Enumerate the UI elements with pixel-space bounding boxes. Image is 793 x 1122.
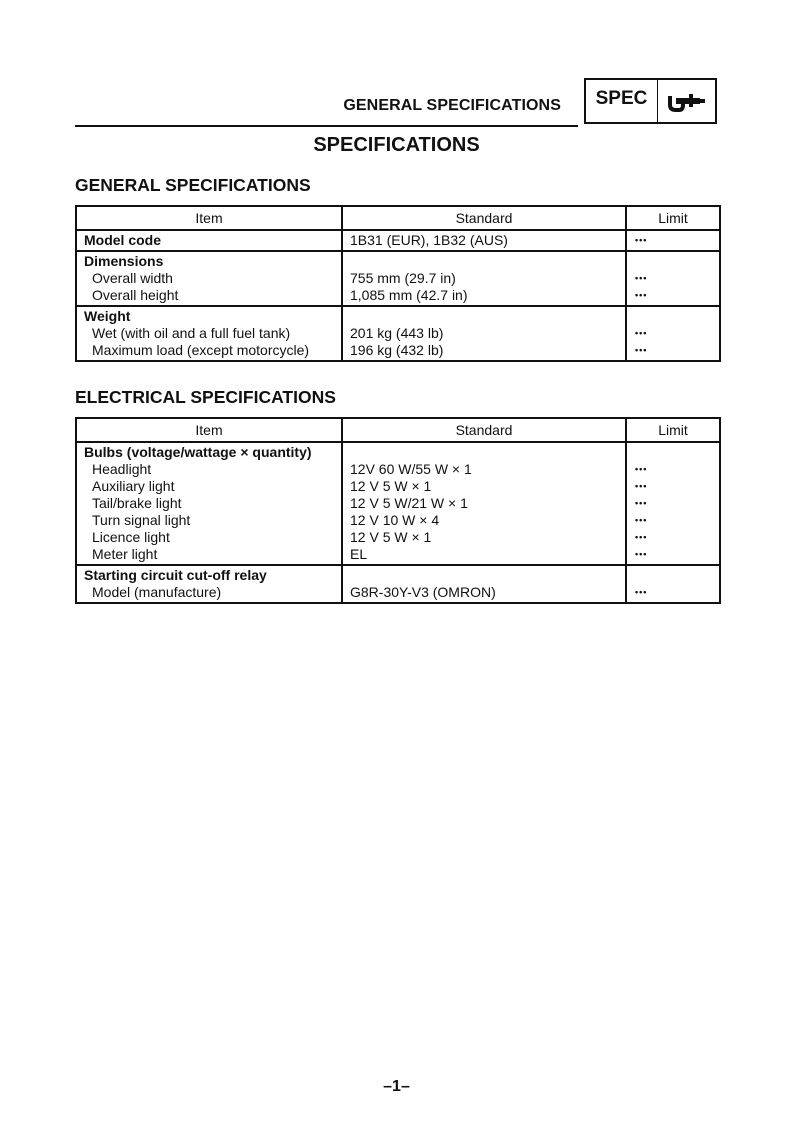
- general-specs-table: [75, 205, 721, 362]
- item-label: Model (manufacture): [92, 584, 222, 600]
- standard-value: 196 kg (432 lb): [350, 342, 444, 358]
- limit-value: •••: [635, 235, 648, 245]
- standard-value: 12 V 5 W × 1: [350, 478, 432, 494]
- spec-badge-label: SPEC: [586, 80, 658, 122]
- column-header-item: Item: [76, 418, 342, 442]
- limit-value: •••: [635, 498, 648, 508]
- item-label: Headlight: [92, 461, 152, 477]
- standard-value: 12 V 10 W × 4: [350, 512, 440, 528]
- page-title: SPECIFICATIONS: [313, 134, 480, 156]
- item-label: Maximum load (except motorcycle): [92, 342, 310, 358]
- standard-value: 12 V 5 W/21 W × 1: [350, 495, 468, 511]
- column-header-item: Item: [76, 206, 342, 230]
- standard-value: EL: [350, 546, 368, 562]
- standard-value: 12 V 5 W × 1: [350, 529, 432, 545]
- header-section-title: GENERAL SPECIFICATIONS: [343, 97, 561, 114]
- column-header-standard: Standard: [342, 206, 626, 230]
- header-rule: [75, 125, 578, 127]
- item-label: Wet (with oil and a full fuel tank): [92, 325, 291, 341]
- limit-value: •••: [635, 290, 648, 300]
- column-header-limit: Limit: [626, 418, 720, 442]
- standard-value: 12V 60 W/55 W × 1: [350, 461, 472, 477]
- limit-value: •••: [635, 328, 648, 338]
- limit-value: •••: [635, 345, 648, 355]
- limit-value: •••: [635, 532, 648, 542]
- standard-value: G8R-30Y-V3 (OMRON): [350, 584, 496, 600]
- standard-value: 755 mm (29.7 in): [350, 270, 456, 286]
- item-label: Meter light: [92, 546, 158, 562]
- item-label: Tail/brake light: [92, 495, 182, 511]
- standard-value: 1,085 mm (42.7 in): [350, 287, 468, 303]
- group-title: Weight: [84, 308, 131, 324]
- group-title: Model code: [84, 232, 162, 248]
- table-row-model-code: [76, 230, 720, 251]
- table-header-row: [76, 206, 720, 230]
- group-title: Starting circuit cut-off relay: [84, 567, 267, 583]
- page-number: –1–: [383, 1078, 410, 1095]
- general-specs-heading: GENERAL SPECIFICATIONS: [75, 175, 311, 195]
- table-row-dimensions: [76, 251, 720, 306]
- column-header-standard: Standard: [342, 418, 626, 442]
- group-title: Bulbs (voltage/wattage × quantity): [84, 444, 312, 460]
- item-label: Auxiliary light: [92, 478, 175, 494]
- limit-value: •••: [635, 464, 648, 474]
- standard-value: 201 kg (443 lb): [350, 325, 444, 341]
- limit-value: •••: [635, 587, 648, 597]
- table-row-bulbs: [76, 442, 720, 565]
- limit-value: •••: [635, 481, 648, 491]
- item-label: Overall width: [92, 270, 173, 286]
- limit-value: •••: [635, 549, 648, 559]
- electrical-specs-heading: ELECTRICAL SPECIFICATIONS: [75, 387, 336, 407]
- item-label: Overall height: [92, 287, 179, 303]
- item-label: Licence light: [92, 529, 170, 545]
- item-label: Turn signal light: [92, 512, 191, 528]
- table-header-row: [76, 418, 720, 442]
- spec-badge: [584, 78, 717, 124]
- limit-value: •••: [635, 273, 648, 283]
- table-row-weight: [76, 306, 720, 361]
- electrical-specs-table: [75, 417, 721, 604]
- caliper-icon: [658, 80, 715, 122]
- column-header-limit: Limit: [626, 206, 720, 230]
- standard-value: 1B31 (EUR), 1B32 (AUS): [350, 232, 508, 248]
- table-row-relay: [76, 565, 720, 603]
- group-title: Dimensions: [84, 253, 164, 269]
- limit-value: •••: [635, 515, 648, 525]
